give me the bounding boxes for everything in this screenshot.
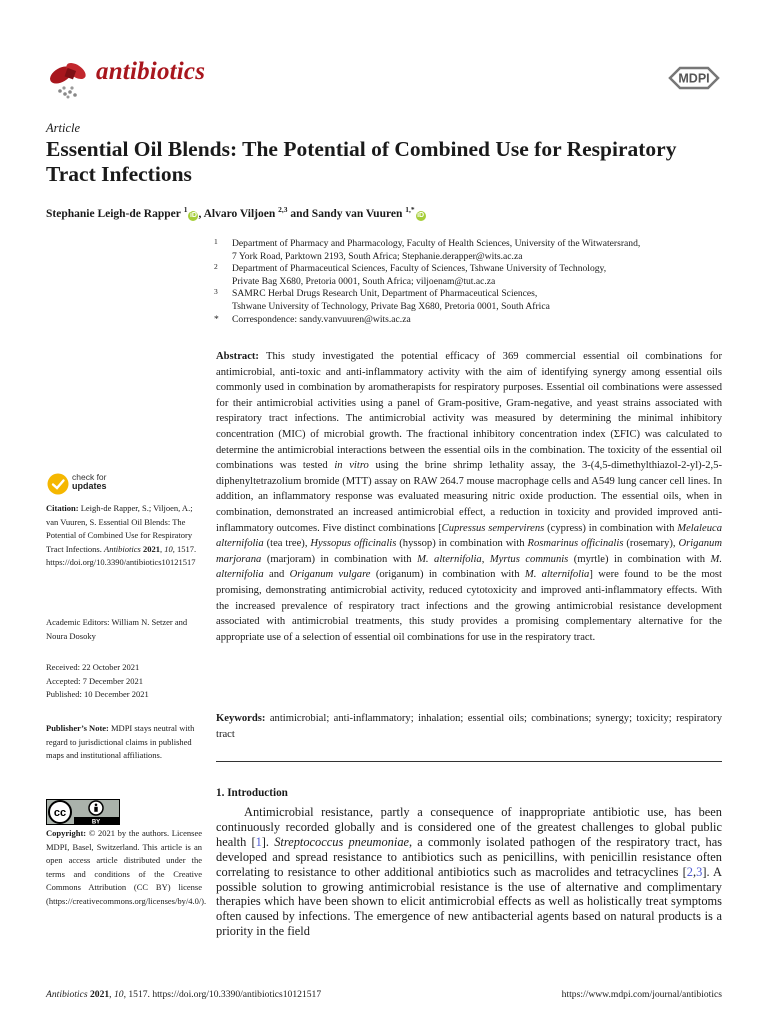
affiliation-line: Tshwane University of Technology, Private Bag X680, Pretoria 0001, South Africa <box>232 300 550 312</box>
text-run: Cupressus sempervirens <box>441 522 545 534</box>
author-affil-sup: 2,3 <box>278 205 288 214</box>
article-type: Article <box>46 121 81 135</box>
svg-text:cc: cc <box>53 807 67 819</box>
reference-link[interactable]: 1 <box>255 834 262 849</box>
author-affil-sup: 1,* <box>405 205 415 214</box>
text-run: , 1517. https://doi.org/10.3390/antibiotics10121517 <box>46 543 197 568</box>
publisher-note <box>46 722 202 763</box>
text-run: (tea tree), <box>263 538 311 550</box>
text-run: , 1517. https://doi.org/10.3390/antibiotics10121517 <box>123 989 322 1000</box>
keywords <box>216 711 722 742</box>
text-run: ] were found to be the most promising, demonstrating antimicrobial activity, reduced cytotoxicity and improved anti-inflammatory effects. With the increased prevalence of respiratory tract infections and the growing antimicrobial resistance development associated with antimicrobial treatments, this study provides a promising complementary alternative for the appropriate use of a selection of essential oil combinations for use in the respiratory tract. <box>216 569 722 643</box>
text-run: using the brine shrimp lethality assay, the 3-(4,5-dimethylthiazol-2-yl)-2,5-diphenyltetrazolium bromide (MTT) assay on RAW 264.7 mouse macrophage cells and A549 lung cancer cell lines. In addition, an inflammatory response was evaluated measuring nitric oxide production. The essential oils, when in combination, demonstrated an increased antimicrobial effect, a reduction in toxicity and provided improved anti-inflammatory outcomes. Five distinct combinations [ <box>216 460 722 534</box>
text-run: Melaleuca alternifolia <box>216 522 722 550</box>
text-run: (origanum) in combination with <box>370 569 525 581</box>
text-run: Antibiotics <box>46 989 88 1000</box>
intro-paragraph <box>216 805 722 939</box>
text-run: Hyssopus officinalis <box>310 538 397 550</box>
section-heading: 1. Introduction <box>216 787 288 799</box>
author-name: Stephanie Leigh-de Rapper <box>46 207 181 220</box>
text-run: 2021 <box>89 989 110 1000</box>
author-list <box>46 205 426 221</box>
publisher-note-label: Publisher’s Note: <box>46 723 109 733</box>
received-date: Received: 22 October 2021 <box>46 662 140 672</box>
text-run: ]. <box>261 834 275 849</box>
svg-text:BY: BY <box>91 819 101 825</box>
text-run: , <box>109 989 114 1000</box>
text-run: M. alternifolia <box>524 569 590 581</box>
affiliation-number: 2 <box>214 262 218 272</box>
text-run: 10 <box>164 543 173 554</box>
text-run: , <box>481 553 490 565</box>
correspondence-item <box>212 314 722 327</box>
cc-by-license-icon[interactable] <box>46 799 120 825</box>
text-run: M. alternifolia <box>417 553 482 565</box>
author-separator: and <box>287 207 312 220</box>
text-run: M. alternifolia <box>216 553 722 581</box>
text-run: Antibiotics <box>104 543 141 554</box>
reference-link[interactable]: 3 <box>696 864 703 879</box>
keywords-label: Keywords: <box>216 713 266 724</box>
text-run: (marjoram) in combination with <box>261 553 418 565</box>
copyright-block <box>46 827 207 909</box>
affiliation-line: 7 York Road, Parktown 2193, South Africa; Stephanie.derapper@wits.ac.za <box>232 250 523 262</box>
footer-journal-url[interactable]: https://www.mdpi.com/journal/antibiotics <box>561 989 722 1000</box>
keywords-text: antimicrobial; anti-inflammatory; inhalation; essential oils; combinations; synergy; toxicity; respiratory tract <box>216 713 722 740</box>
citation-block <box>46 502 202 570</box>
text-run: Myrtus communis <box>489 553 569 565</box>
affiliation-line: Department of Pharmacy and Pharmacology, Faculty of Health Sciences, University of the Witwatersrand, <box>232 238 641 249</box>
introduction-body <box>216 805 722 939</box>
text-run: This study investigated the potential efficacy of 369 commercial essential oil combinations for antimicrobial, anti-toxic and anti-inflammatory activity with the aim of identifying synergy among essential oils commonly used in combination by aromatherapists for respiratory purposes. Essential oil combinations were assessed for their antimicrobial activities using a panel of Gram-positive, Gram-negative, and yeast strains associated with respiratory tract infections. The antimicrobial activity was measured by determining the minimal inhibitory concentration (MIC) of microbial growth. The fractional inhibitory concentration index (ΣFIC) was calculated to determine the antimicrobial interactions between the essential oils in the combination. The toxicity of the essential oil combinations was tested <box>216 351 722 472</box>
text-run: Origanum marjorana <box>216 538 723 565</box>
affiliation-item <box>212 238 722 263</box>
text-run: , a commonly isolated pathogen of the respiratory tract, has developed and spread resistance to antibiotics such as penicillins, with penicillin resistance often correlating to resistance to other additional antibiotics such as macrolides and tetracyclines [ <box>216 834 723 879</box>
text-run: (hyssop) in combination with <box>396 538 528 550</box>
text-run: Leigh-de Rapper, S.; Viljoen, A.; van Vuuren, S. Essential Oil Blends: The Potential of Combined Use for Respiratory Tract Infections. <box>46 503 193 554</box>
reference-link[interactable]: 2 <box>686 864 693 879</box>
correspondence-line: Correspondence: sandy.vanvuuren@wits.ac.za <box>232 313 411 325</box>
publisher-note-text: MDPI stays neutral with regard to jurisdictional claims in published maps and institutional affiliations. <box>46 723 195 761</box>
affiliations <box>212 238 722 326</box>
text-run: (rosemary), <box>623 538 679 550</box>
correspondence-marker: * <box>214 313 219 325</box>
published-date: Published: 10 December 2021 <box>46 689 149 700</box>
text-run: Origanum vulgare <box>289 569 371 581</box>
check-updates-line1: check for <box>72 472 107 482</box>
abstract-label: Abstract: <box>216 351 259 362</box>
affiliation-number: 3 <box>214 287 218 297</box>
abstract-body <box>216 351 722 643</box>
affiliation-item <box>212 263 722 288</box>
journal-logo-icon <box>46 57 90 101</box>
text-run: , <box>693 864 697 879</box>
text-run: , <box>159 543 165 554</box>
orcid-icon[interactable]: iD <box>417 211 425 219</box>
check-updates-line2: updates <box>72 481 107 491</box>
text-run: Citation: <box>46 503 79 513</box>
author-name: Alvaro Viljoen <box>203 207 276 220</box>
dates-block <box>46 661 202 702</box>
text-run: 2021 <box>142 543 160 554</box>
citation-text <box>46 503 196 567</box>
text-run: 10 <box>113 989 124 1000</box>
text-run: Rosmarinus officinalis <box>527 538 624 550</box>
author-affil-sup: 1 <box>183 205 188 214</box>
section-divider <box>216 761 722 762</box>
text-run: in vitro <box>334 460 369 472</box>
affiliation-item <box>212 288 722 313</box>
copyright-label: Copyright: <box>46 828 87 838</box>
mdpi-logo-text: MDPI <box>678 71 710 86</box>
accepted-date: Accepted: 7 December 2021 <box>46 675 143 686</box>
abstract <box>216 349 722 645</box>
paper-title: Essential Oil Blends: The Potential of Combined Use for Respiratory Tract Infections <box>46 137 677 186</box>
footer-citation <box>46 989 321 1000</box>
affiliation-line: Department of Pharmaceutical Sciences, Faculty of Sciences, Tshwane University of Technology, <box>232 263 607 275</box>
copyright-text: © 2021 by the authors. Licensee MDPI, Basel, Switzerland. This article is an open access article distributed under the terms and conditions of the Creative Commons Attribution (CC BY) license (https://creativecommons.org/licenses/by/4.0/). <box>46 828 207 906</box>
affiliation-number: 1 <box>214 237 218 246</box>
mdpi-logo-icon <box>666 64 722 92</box>
footer-citation-text <box>46 989 321 1000</box>
academic-editors: Academic Editors: William N. Setzer and Noura Dosoky <box>46 617 188 641</box>
affiliation-line: Private Bag X680, Pretoria 0001, South Africa; viljoenam@tut.ac.za <box>232 275 496 287</box>
text-run: Antimicrobial resistance, partly a consequence of inappropriate antibiotic use, has been continuously recorded globally and is considered one of the greatest challenges to global public health [ <box>216 805 722 849</box>
journal-name: antibiotics <box>96 58 206 85</box>
text-run: Streptococcus pneumoniae <box>274 834 410 849</box>
author-separator: , <box>198 207 204 220</box>
text-run: (myrtle) in combination with <box>568 553 711 565</box>
affiliation-line: SAMRC Herbal Drugs Research Unit, Department of Pharmaceutical Sciences, <box>232 288 538 300</box>
check-for-updates-text[interactable] <box>72 473 107 491</box>
text-run: ]. A possible solution to growing antimicrobial resistance is the use of alternative and complimentary therapies which have been shown to elicit antimicrobial effects as well as holistically treat symptoms often caused by infections. The emergence of new antibacterial agents based on natural products is a priority in the field <box>216 864 722 939</box>
orcid-icon[interactable]: iD <box>189 211 197 219</box>
author-name: Sandy van Vuuren <box>311 207 403 220</box>
text-run: (cypress) in combination with <box>544 522 678 534</box>
text-run: and <box>263 569 290 581</box>
